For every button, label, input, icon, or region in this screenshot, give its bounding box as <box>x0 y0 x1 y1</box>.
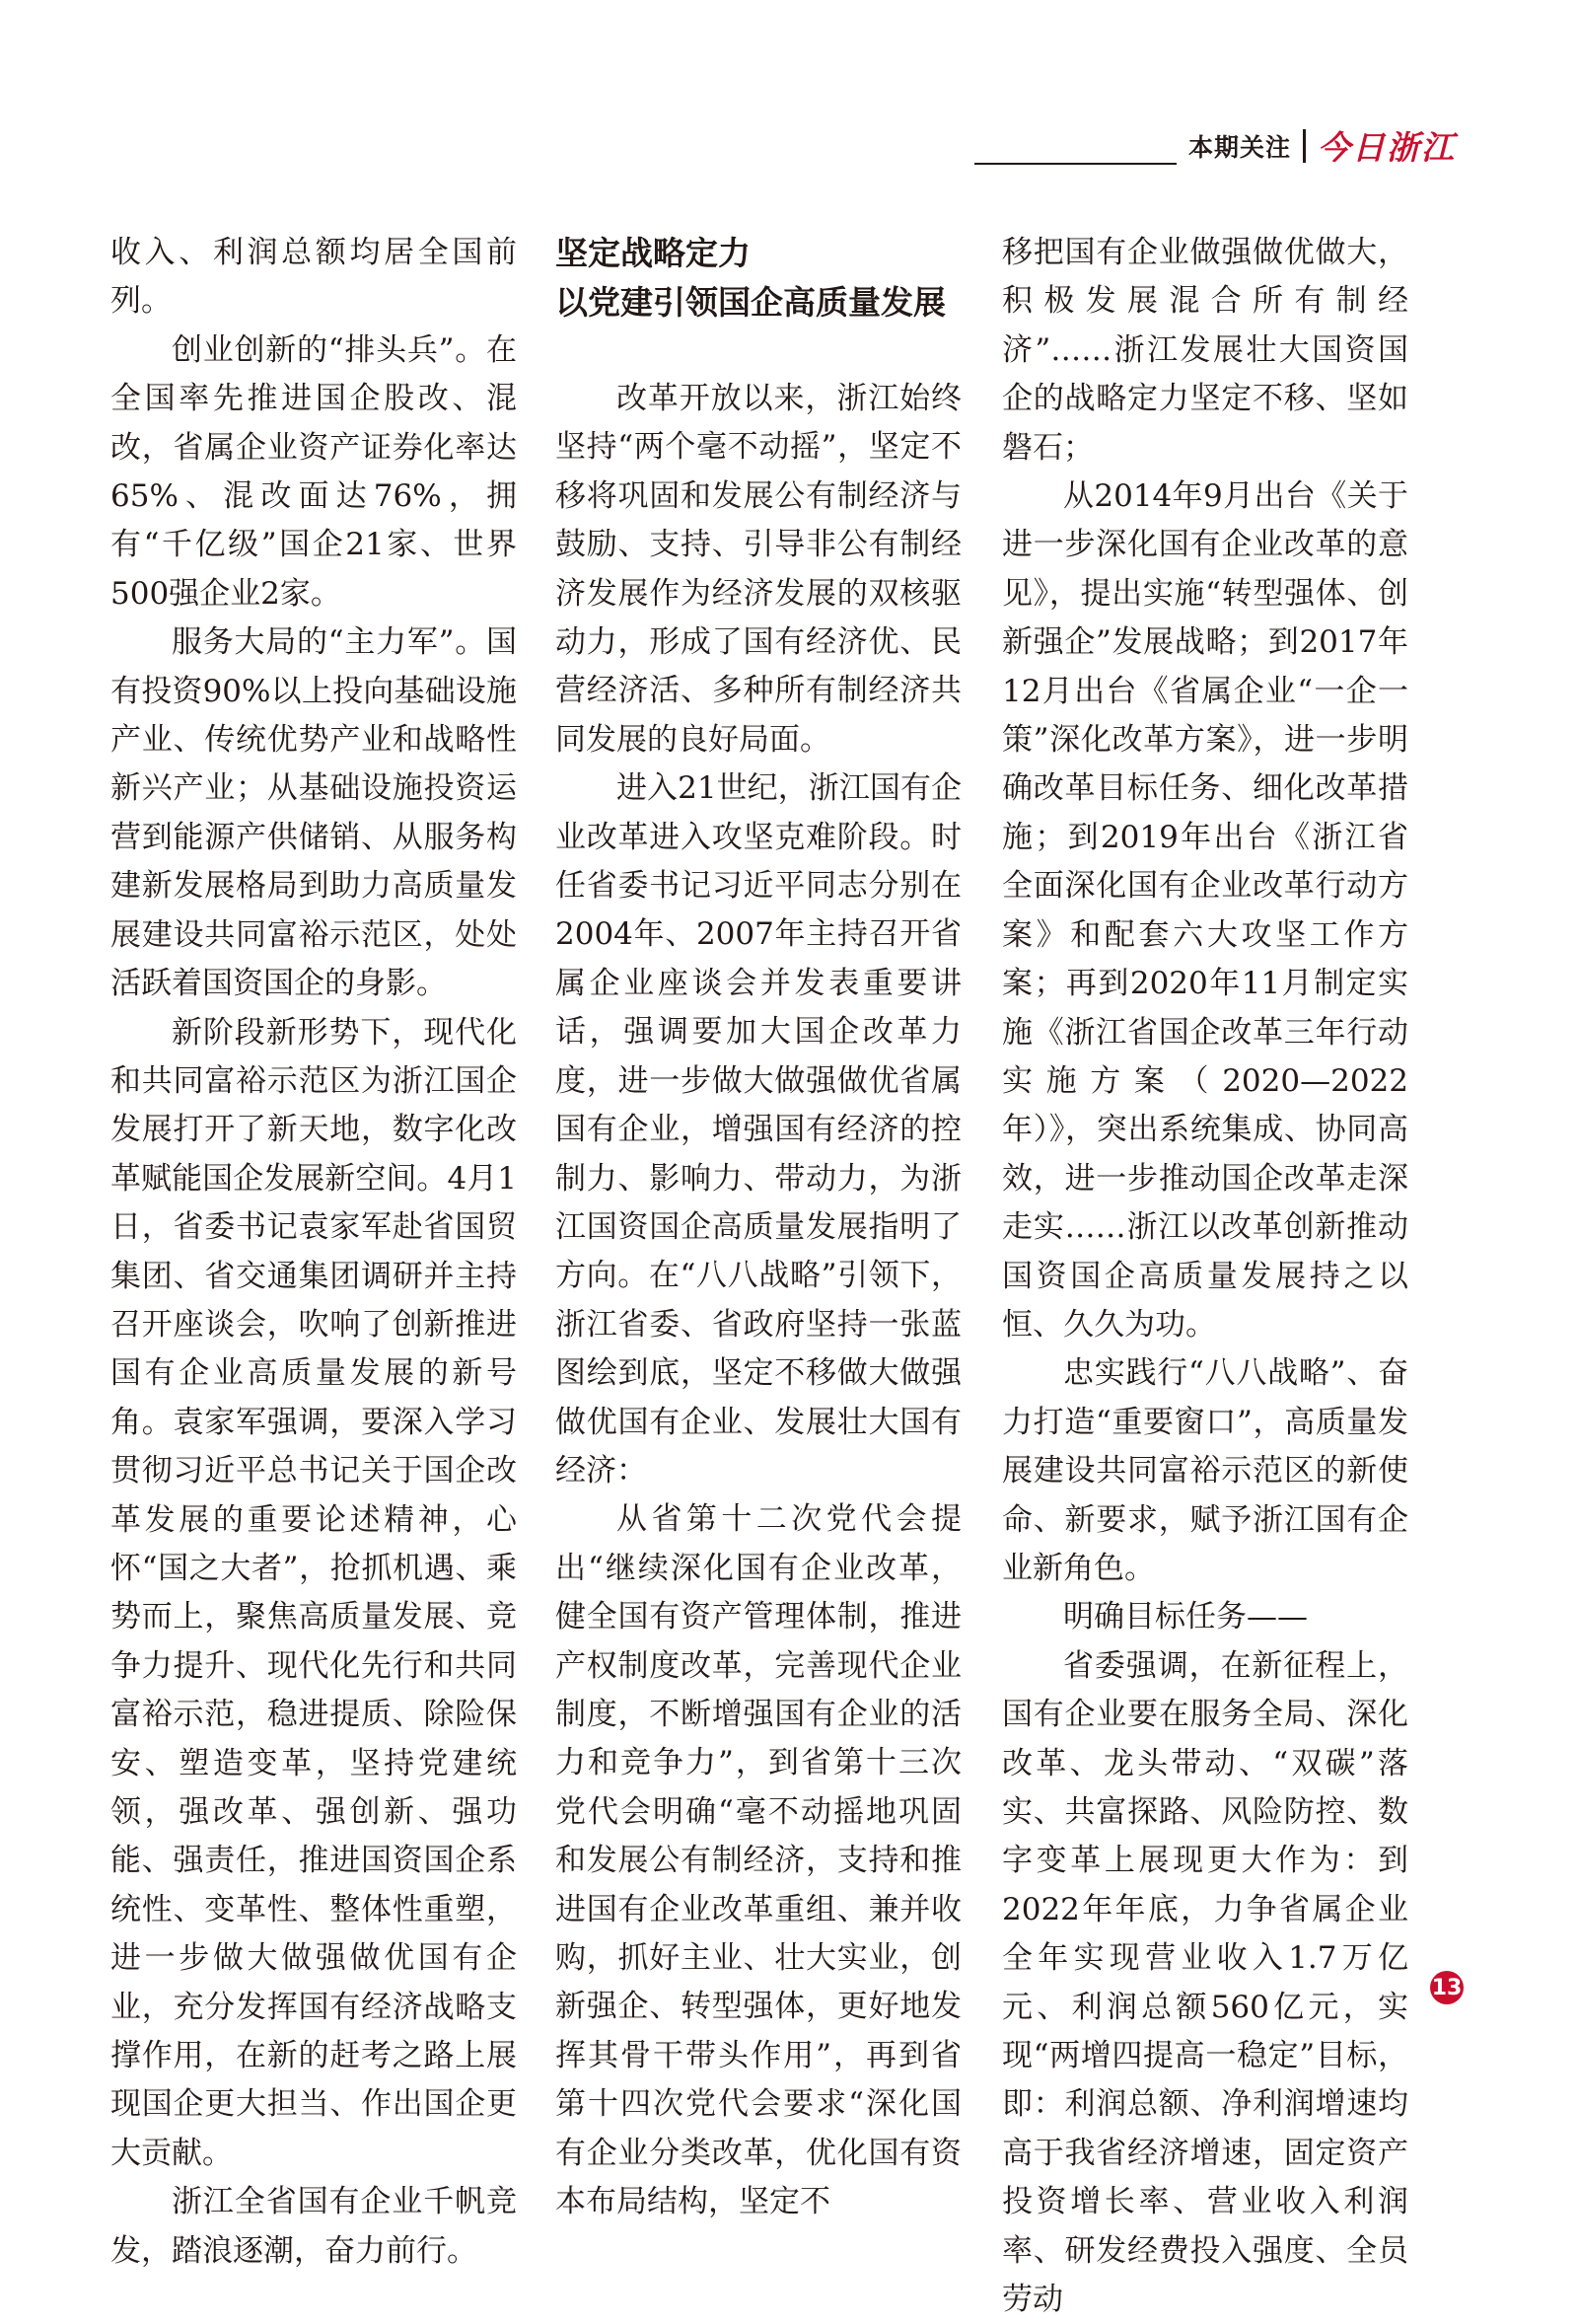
paragraph: 服务大局的“主力军”。国有投资90%以上投向基础设施产业、传统优势产业和战略性新兴产业；从基础设施投资运营到能源产供储销、从服务构建新发展格局到助力高质量发展建设共同富裕示范区，处处活跃着国资国企的身影。 <box>110 624 517 1002</box>
section-label: 本期关注 <box>1187 132 1291 162</box>
column-2 <box>555 229 962 2226</box>
paragraph: 收入、利润总额均居全国前列。 <box>110 235 517 320</box>
header-divider <box>1303 129 1306 163</box>
paragraph: 创业创新的“排头兵”。在全国率先推进国企股改、混改，省属企业资产证券化率达65%、混改面达76%，拥有“千亿级”国企21家、世界500强企业2家。 <box>110 331 517 612</box>
article-title-line-2: 以党建引领国企高质量发展 <box>555 283 946 322</box>
paragraph: 改革开放以来，浙江始终坚持“两个毫不动摇”，坚定不移将巩固和发展公有制经济与鼓励、支持、引导非公有制经济发展作为经济发展的双核驱动力，形成了国有经济优、民营经济活、多种所有制经济共同发展的良好局面。 <box>555 381 962 758</box>
header-rule <box>974 163 1177 165</box>
article-title-line-1: 坚定战略定力 <box>555 234 751 272</box>
paragraph: 浙江全省国有企业千帆竞发，踏浪逐潮，奋力前行。 <box>110 2184 517 2269</box>
paragraph: 新阶段新形势下，现代化和共同富裕示范区为浙江国企发展打开了新天地，数字化改革赋能国企发展新空间。4月1日，省委书记袁家军赴省国贸集团、省交通集团调研并主持召开座谈会，吹响了创新推进国有企业高质量发展的新号角。袁家军强调，要深入学习贯彻习近平总书记关于国企改革发展的重要论述精神，心怀“国之大者”，抢抓机遇、乘势而上，聚焦高质量发展、竞争力提升、现代化先行和共同富裕示范，稳进提质、除险保安、塑造变革，坚持党建统领，强改革、强创新、强功能、强责任，推进国资国企系统性、变革性、整体性重塑，进一步做大做强做优国有企业，充分发挥国有经济战略支撑作用，在新的赶考之路上展现国企更大担当、作出国企更大贡献。 <box>110 1014 517 2171</box>
magazine-logo: 今日浙江 <box>1318 128 1456 167</box>
column-3 <box>1002 229 1408 2324</box>
paragraph: 从省第十二次党代会提出“继续深化国有企业改革，健全国有资产管理体制，推进产权制度改革，完善现代企业制度，不断增强国有企业的活力和竞争力”，到省第十三次党代会明确“毫不动摇地巩固和发展公有制经济，支持和推进国有企业改革重组、兼并收购，抓好主业、壮大实业，创新强企、转型强体，更好地发挥其骨干带头作用”，再到省第十四次党代会要求“深化国有企业分类改革，优化国有资本布局结构，坚定不 <box>555 1501 962 2220</box>
page-header <box>974 122 1456 169</box>
subheading: 明确目标任务—— <box>1063 1599 1308 1635</box>
paragraph: 省委强调，在新征程上，国有企业要在服务全局、深化改革、龙头带动、“双碳”落实、共富探路、风险防控、数字变革上展现更大作为：到2022年年底，力争省属企业全年实现营业收入1.7万亿元、利润总额560亿元，实现“两增四提高一稳定”目标，即：利润总额、净利润增速均高于我省经济增速，固定资产投资增长率、营业收入利润率、研发经费投入强度、全员劳动 <box>1002 1647 1408 2318</box>
column-1 <box>110 229 517 2276</box>
page-number: 13 <box>1430 1971 1464 2004</box>
paragraph: 从2014年9月出台《关于进一步深化国有企业改革的意见》，提出实施“转型强体、创新强企”发展战略；到2017年12月出台《省属企业“一企一策”深化改革方案》，进一步明确改革目标任务、细化改革措施；到2019年出台《浙江省全面深化国有企业改革行动方案》和配套六大攻坚工作方案；再到2020年11月制定实施《浙江省国企改革三年行动实施方案（2020—2022年）》，突出系统集成、协同高效，进一步推动国企改革走深走实……浙江以改革创新推动国资国企高质量发展持之以恒、久久为功。 <box>1002 478 1408 1343</box>
paragraph: 进入21世纪，浙江国有企业改革进入攻坚克难阶段。时任省委书记习近平同志分别在2004年、2007年主持召开省属企业座谈会并发表重要讲话，强调要加大国企改革力度，进一步做大做强做优省属国有企业，增强国有经济的控制力、影响力、带动力，为浙江国资国企高质量发展指明了方向。在“八八战略”引领下，浙江省委、省政府坚持一张蓝图绘到底，坚定不移做大做强做优国有企业、发展壮大国有经济： <box>555 770 962 1489</box>
article-title <box>555 229 962 327</box>
paragraph: 忠实践行“八八战略”、奋力打造“重要窗口”，高质量发展建设共同富裕示范区的新使命、新要求，赋予浙江国有企业新角色。 <box>1002 1355 1408 1586</box>
paragraph: 移把国有企业做强做优做大，积极发展混合所有制经济”……浙江发展壮大国资国企的战略定力坚定不移、坚如磐石； <box>1002 235 1408 466</box>
